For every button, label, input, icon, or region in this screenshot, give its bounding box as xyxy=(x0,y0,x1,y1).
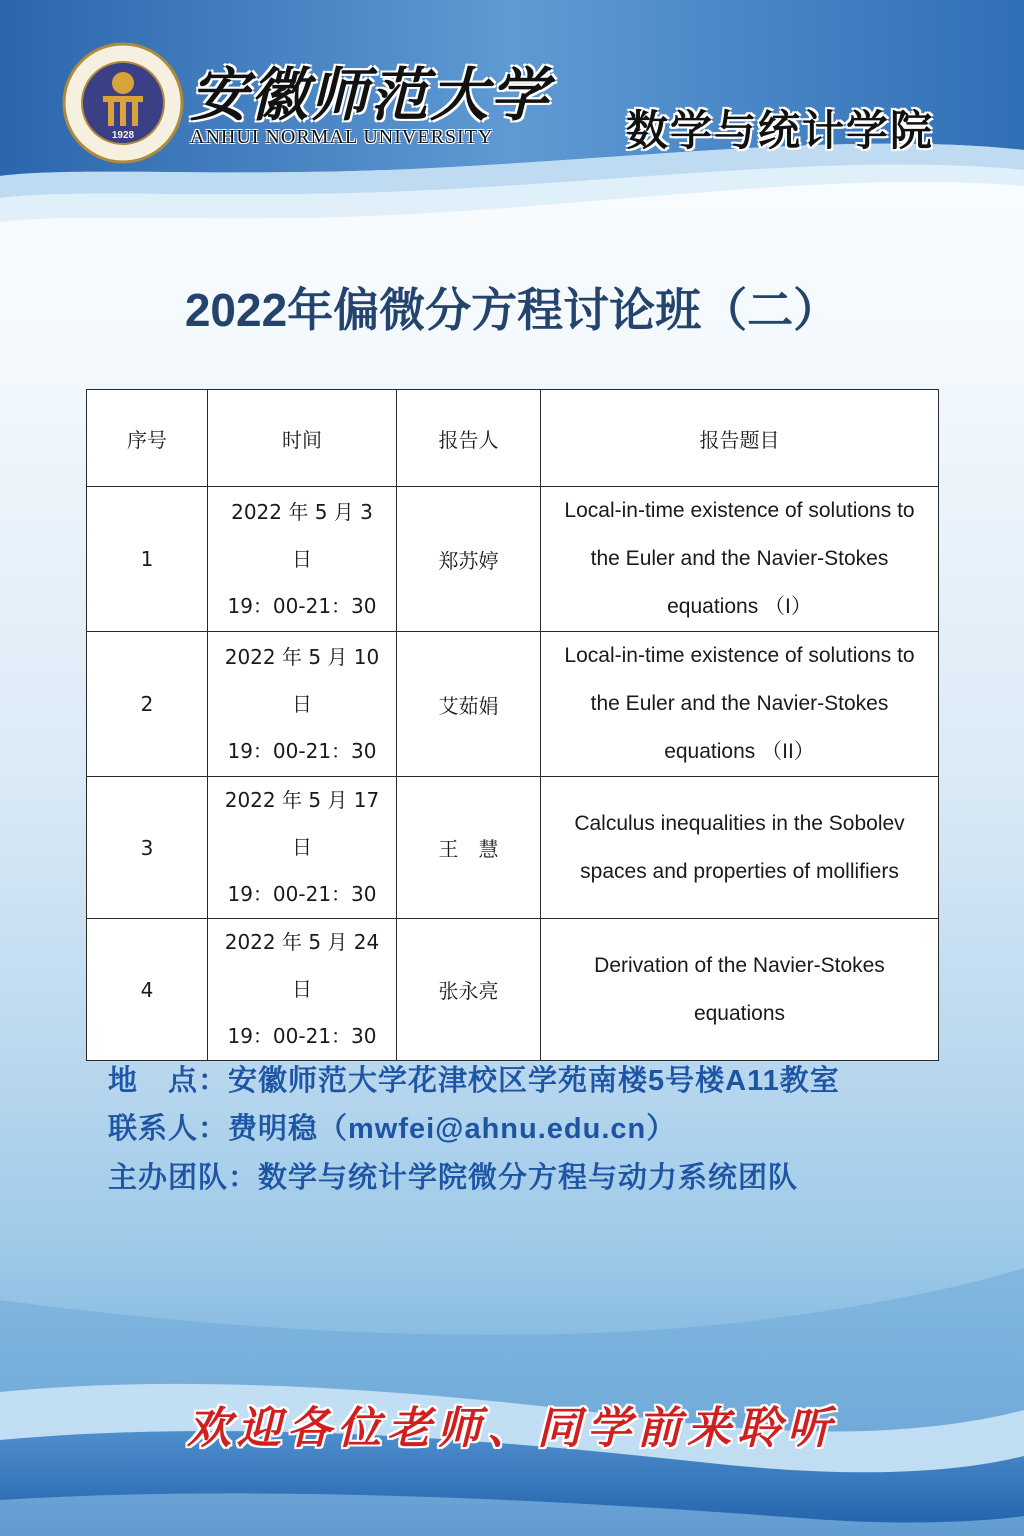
university-seal-icon xyxy=(62,42,184,164)
cell-topic: Local-in-time existence of solutions to the Euler and the Navier-Stokes equations （I） xyxy=(541,487,939,632)
table-row xyxy=(87,487,939,632)
header-speaker: 报告人 xyxy=(397,390,541,487)
table-header-row xyxy=(87,390,939,487)
cell-time xyxy=(208,632,397,777)
cell-time xyxy=(208,487,397,632)
cell-speaker: 张永亮 xyxy=(397,919,541,1061)
cell-number: 1 xyxy=(87,487,208,632)
university-name-cn: 安徽师范大学 xyxy=(190,61,551,129)
welcome-slogan: 欢迎各位老师、同学前来聆听 xyxy=(187,1403,837,1454)
cell-topic: Calculus inequalities in the Sobolev spaces and properties of mollifiers xyxy=(541,777,939,919)
table-row xyxy=(87,777,939,919)
cell-date: 2022 年 5 月 24 日 xyxy=(224,930,380,1001)
cell-date: 2022 年 5 月 10 日 xyxy=(224,644,380,716)
location-line: 地 点：安徽师范大学花津校区学苑南楼5号楼A11教室 xyxy=(108,1065,840,1097)
cell-hours: 19：00-21：30 xyxy=(227,882,377,906)
cell-number: 4 xyxy=(87,919,208,1061)
cell-topic: Local-in-time existence of solutions to the Euler and the Navier-Stokes equations （II） xyxy=(541,632,939,777)
cell-hours: 19：00-21：30 xyxy=(227,738,377,763)
cell-speaker: 郑苏婷 xyxy=(397,487,541,632)
header-topic: 报告题目 xyxy=(541,390,939,487)
university-name-en: ANHUI NORMAL UNIVERSITY xyxy=(190,126,494,148)
table-row xyxy=(87,919,939,1061)
organizer-line: 主办团队：数学与统计学院微分方程与动力系统团队 xyxy=(108,1162,799,1194)
school-name: 数学与统计学院 xyxy=(625,106,934,155)
poster-title: 2022年偏微分方程讨论班（二） xyxy=(184,284,840,336)
cell-topic: Derivation of the Navier-Stokes equations xyxy=(541,919,939,1061)
cell-hours: 19：00-21：30 xyxy=(227,1024,377,1048)
cell-time xyxy=(208,919,397,1061)
table-row xyxy=(87,632,939,777)
contact-line: 联系人：费明稳（mwfei@ahnu.edu.cn） xyxy=(108,1113,677,1145)
cell-number: 2 xyxy=(87,632,208,777)
cell-time xyxy=(208,777,397,919)
cell-number: 3 xyxy=(87,777,208,919)
seal-year: 1928 xyxy=(111,130,135,141)
cell-speaker: 艾茹娟 xyxy=(397,632,541,777)
cell-date: 2022 年 5 月 17 日 xyxy=(224,788,380,859)
cell-speaker: 王 慧 xyxy=(397,777,541,919)
cell-date: 2022 年 5 月 3 日 xyxy=(231,499,373,571)
cell-hours: 19：00-21：30 xyxy=(227,593,377,618)
header-number: 序号 xyxy=(87,390,208,487)
header-time: 时间 xyxy=(208,390,397,487)
schedule-table xyxy=(86,389,939,1061)
